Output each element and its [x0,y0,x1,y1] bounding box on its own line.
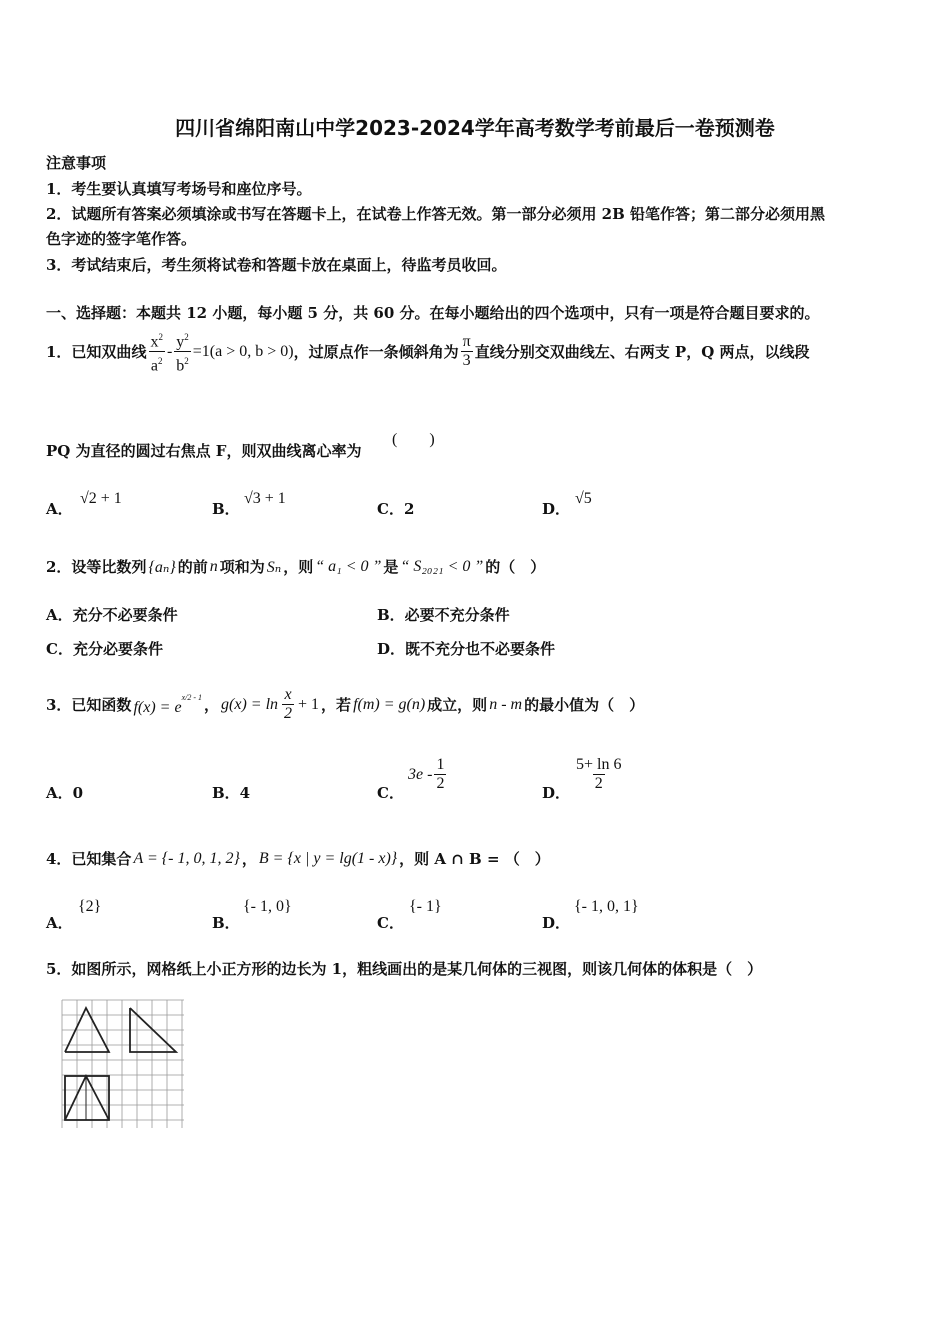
answer-blank: ( ) [392,431,435,448]
notice-item: 1．考生要认真填写考场号和座位序号。 [46,180,312,198]
option-b-label: B． [212,914,240,932]
function-g: g(x) = ln [221,695,279,713]
question-4: 4．已知集合 A = {- 1, 0, 1, 2} ， B = {x | y = lg(1 - x)} ，则 A ∩ B = （ ） [46,849,550,868]
option-d-label: D． [542,784,571,802]
sequence-symbol: {aₙ} [148,558,176,576]
option-b: B．必要不充分条件 [377,606,510,624]
question-2: 2．设等比数列 {aₙ} 的前 n 项和为 Sₙ ，则 “ a₁ < 0 ” 是 “ S₂₀₂₁ < 0 ” 的（ ） [46,557,546,576]
notice-item: 3．考试结束后，考生须将试卷和答题卡放在桌面上，待监考员收回。 [46,256,507,274]
option-a: A．充分不必要条件 [46,606,178,624]
section-heading: 一、选择题：本题共 12 小题，每小题 5 分，共 60 分。在每小题给出的四个选项中，只有一项是符合题目要求的。 [46,304,820,322]
option-a-label: A． [46,500,73,518]
option-a: A．0 [46,784,84,802]
fraction-x-2: $\frac{x}{2}$ [284,686,293,722]
option-d-value: {- 1, 0, 1} [574,898,639,915]
option-b: B．4 [212,784,251,802]
condition-s2021: “ S₂₀₂₁ < 0 ” [400,557,484,575]
option-c-value: {- 1} [409,898,442,915]
option-a-value: √2 + 1 [80,490,122,507]
option-a-label: A． [46,914,73,932]
option-d: D．既不充分也不必要条件 [377,640,556,658]
option-b-value: √3 + 1 [244,490,286,507]
option-c-label: C． [377,784,404,802]
page-title: 四川省绵阳南山中学2023-2024学年高考数学考前最后一卷预测卷 [175,116,775,140]
option-c-label: C． [377,914,404,932]
question-1: 1．已知双曲线 $\frac{x^2}{a^2}$ - $\frac{y^2}{b^2}$ =1(a > 0, b > 0) ，过原点作一条倾斜角为 $\frac{\pi}{3}$ 直线分别交双曲线左、右两支 P，Q 两点，以线段 [46,328,810,376]
three-view-grid [60,998,190,1130]
option-d-value: $\frac{5+ \ln 6}{2}$ [576,756,622,792]
top-view-square [65,1076,109,1120]
question-5: 5．如图所示，网格纸上小正方形的边长为 1，粗线画出的是某几何体的三视图，则该几何体的体积是（ ） [46,960,763,978]
question-3: 3．已知函数 $f(x) = e^{x/2 - 1}$ ， g(x) = ln $\frac{x}{2}$ + 1 ，若 f(m) = g(n) 成立，则 n - m 的最小值为（ ） [46,686,645,722]
option-c: C．充分必要条件 [46,640,163,658]
option-d-value: √5 [575,490,592,507]
option-c-value: 3e - $\frac{1}{2}$ [408,756,445,792]
function-f: $f(x) = e^{x/2 - 1}$ [133,692,202,716]
option-b-label: B． [212,500,240,518]
option-c: C．2 [377,500,415,518]
notice-item: 色字迹的签字笔作答。 [46,230,197,248]
set-a: A = {- 1, 0, 1, 2} [133,849,240,867]
hyperbola-condition: =1(a > 0, b > 0) [192,342,294,360]
condition-a1: “ a₁ < 0 ” [315,557,382,575]
three-view-figure [60,998,190,1134]
question-1-prefix: 1．已知双曲线 [46,343,147,362]
fraction-y2-b2: $\frac{y^2}{b^2}$ [176,332,189,375]
option-d-label: D． [542,914,571,932]
notice-heading: 注意事项 [46,154,107,172]
option-b-value: {- 1, 0} [243,898,292,915]
question-1-line2: PQ 为直径的圆过右焦点 F，则双曲线离心率为 [46,442,362,460]
fraction-x2-a2: $\frac{x^2}{a^2}$ [150,332,163,375]
option-a-value: {2} [78,898,102,915]
notice-item: 2．试题所有答案必须填涂或书写在答题卡上，在试卷上作答无效。第一部分必须用 2B 铅笔作答；第二部分必须用黑 [46,205,826,223]
fraction-pi-3: $\frac{\pi}{3}$ [462,333,471,370]
set-b: B = {x | y = lg(1 - x)} [258,849,398,867]
option-d-label: D． [542,500,571,518]
